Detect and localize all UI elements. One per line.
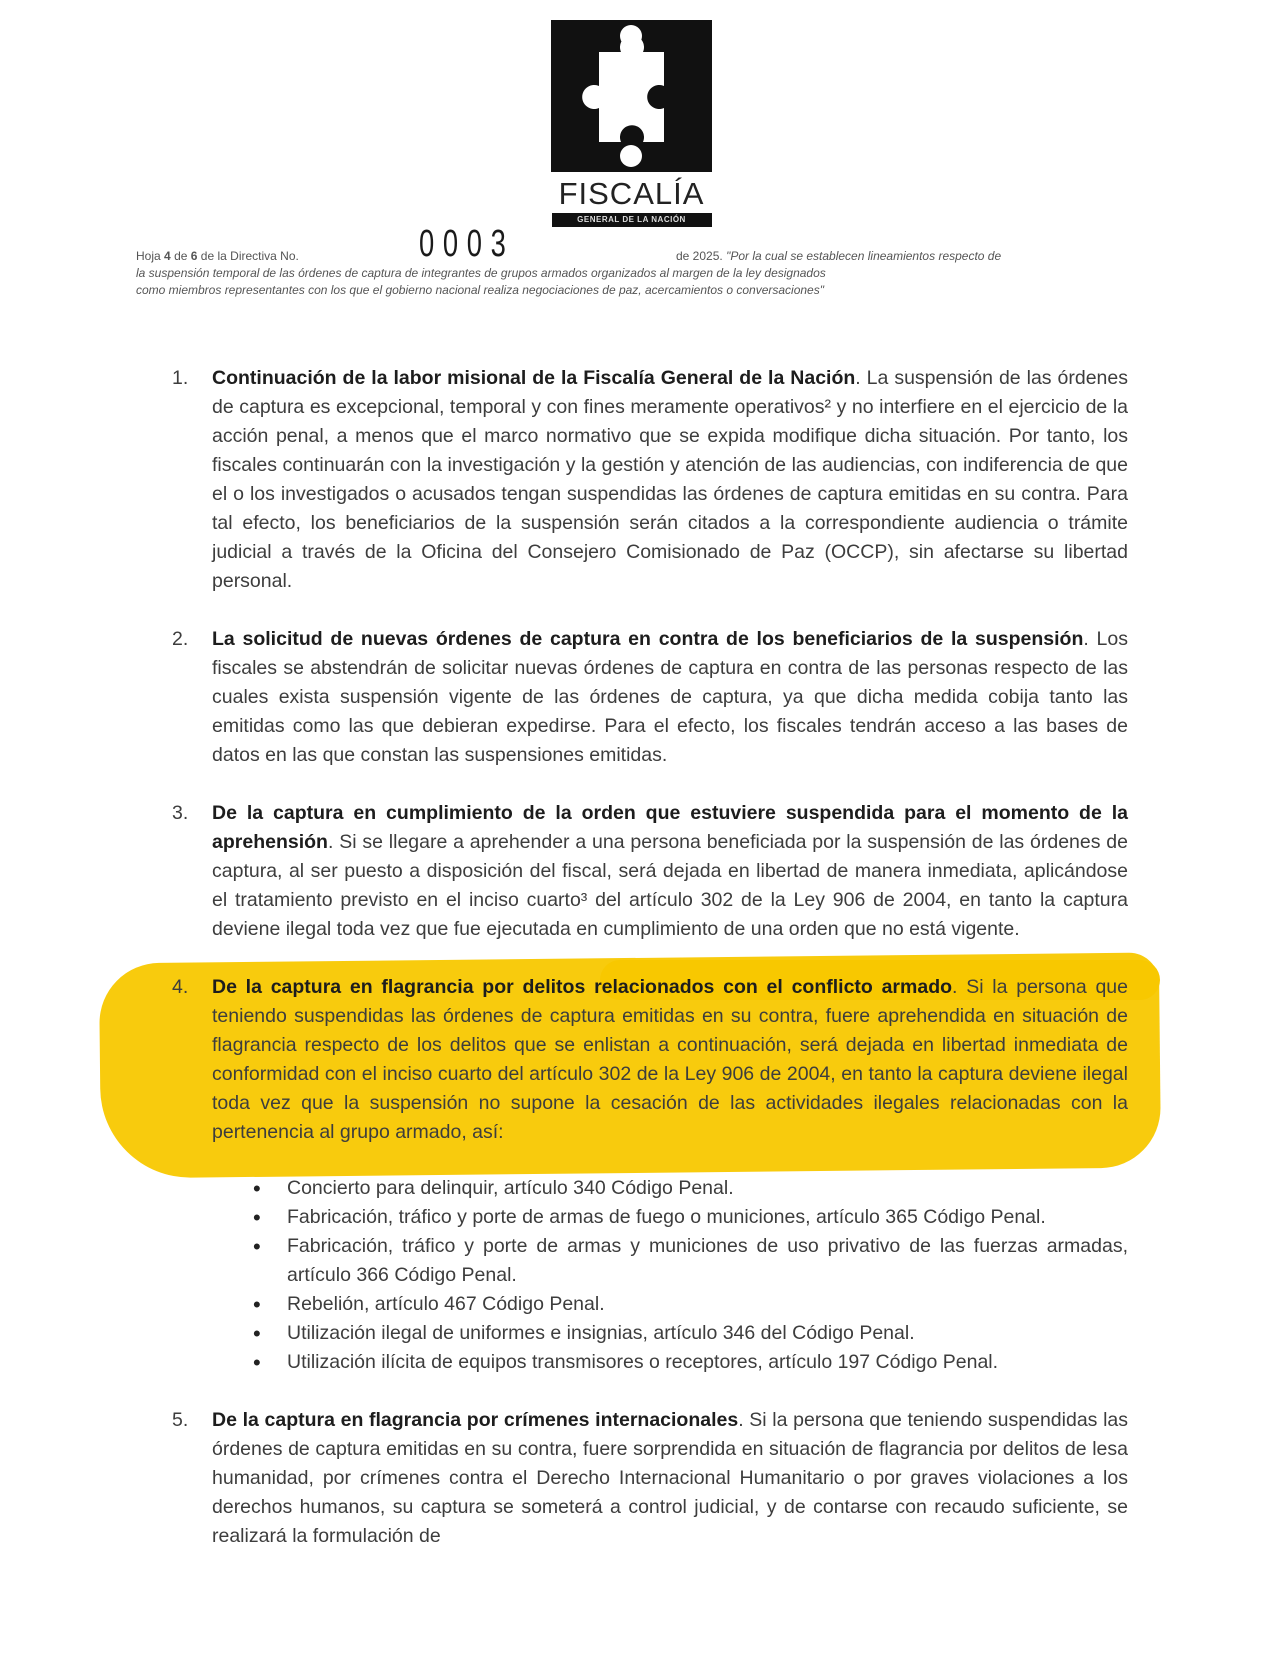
item-body: . Si la persona que teniendo suspendidas las órdenes de captura emitidas en su contra, fuere sorprendida en situación de flagrancia por delitos de lesa humanidad, por crímenes contra el Derecho Internacional Humanitario o por graves violaciones a los derechos humanos, su captura se someterá a control judicial, y de contarse con recaudo suficiente, se realizará la formulación de xyxy=(212,1409,1129,1547)
item-body: . Si se llegare a aprehender a una persona beneficiada por la suspensión de las órdenes de captura, al ser puesto a disposición del fiscal, será dejada en libertad de manera inmediata, aplicándose el tratamiento previsto en el inciso cuarto³ del artículo 302 de la Ley 906 de 2004, en tanto la captura deviene ilegal toda vez que fue ejecutada en cumplimiento de una orden que no está vigente. xyxy=(212,831,1128,940)
logo-name: FISCALÍA xyxy=(558,176,705,211)
header-title-line1: de 2025. "Por la cual se establecen lineamientos respecto de xyxy=(676,249,1002,263)
item-title: La solicitud de nuevas órdenes de captura en contra de los beneficiarios de la suspensión xyxy=(212,628,1084,650)
header-title-line2: la suspensión temporal de las órdenes de captura de integrantes de grupos armados organizados al margen de la ley designados xyxy=(136,266,826,280)
item-5: 5. De la captura en flagrancia por crímenes internacionales. Si la persona que teniendo suspendidas las órdenes de captura emitidas en su contra, fuere sorprendida en situación de flagrancia por delitos de lesa humanidad, por crímenes contra el Derecho Internacional Humanitario o por graves violaciones a los derechos humanos, su captura se someterá a control judicial, y de contarse con recaudo suficiente, se realizará la formulación de xyxy=(172,1409,1129,1547)
item-1: 1. Continuación de la labor misional de la Fiscalía General de la Nación. La suspensión de las órdenes de captura es excepcional, temporal y con fines meramente operativos² y no interfiere en el ejercicio de la acción penal, a menos que el marco normativo que se expida modifique dicha situación. Por tanto, los fiscales continuarán con la investigación y la gestión y atención de las audiencias, con indiferencia de que el o los investigados o acusados tengan suspendidas las órdenes de captura emitidas en su contra. Para tal efecto, los beneficiarios de la suspensión serán citados a la correspondiente audiencia o trámite judicial a través de la Oficina del Consejero Comisionado de Paz (OCCP), sin afectarse su libertad personal. xyxy=(172,367,1128,592)
logo-subtitle: GENERAL DE LA NACIÓN xyxy=(552,213,712,227)
list-item: • Utilización ilícita de equipos transmisores o receptores, artículo 197 Código Penal. xyxy=(287,1348,1128,1377)
list-item: • Rebelión, artículo 467 Código Penal. xyxy=(287,1290,1128,1319)
list-item: • Utilización ilegal de uniformes e insignias, artículo 346 del Código Penal. xyxy=(287,1319,1128,1348)
item-body: . La suspensión de las órdenes de captura es excepcional, temporal y con fines meramente operativos² y no interfiere en el ejercicio de la acción penal, a menos que el marco normativo que se expida modifique dicha situación. Por tanto, los fiscales continuarán con la investigación y la gestión y atención de las audiencias, con indiferencia de que el o los investigados o acusados tengan suspendidas las órdenes de captura emitidas en su contra. Para tal efecto, los beneficiarios de la suspensión serán citados a la correspondiente audiencia o trámite judicial a través de la Oficina del Consejero Comisionado de Paz (OCCP), sin afectarse su libertad personal. xyxy=(212,367,1128,592)
item-body: . Si la persona que teniendo suspendidas las órdenes de captura emitidas en su contra, fuere aprehendida en situación de flagrancia respecto de los delitos que se enlistan a continuación, será dejada en libertad inmediata de conformidad con el inciso cuarto del artículo 302 de la Ley 906 de 2004, en tanto la captura deviene ilegal toda vez que la suspensión no supone la cesación de las actividades ilegales relacionadas con la pertenencia al grupo armado, así: xyxy=(212,976,1128,1143)
list-item: • Concierto para delinquir, artículo 340 Código Penal. xyxy=(287,1174,1128,1203)
item-body: . Los fiscales se abstendrán de solicitar nuevas órdenes de captura en contra de las personas respecto de las cuales exista suspensión vigente de las órdenes de captura, ya que dicha medida cobija tanto las emitidas como las que debieran expedirse. Para el efecto, los fiscales tendrán acceso a las bases de datos en las que constan las suspensiones emitidas. xyxy=(212,628,1128,766)
item-title: De la captura en cumplimiento de la orden que estuviere suspendida para el momento de la aprehensión xyxy=(212,802,1128,853)
item-3: 3. De la captura en cumplimiento de la orden que estuviere suspendida para el momento de la aprehensión. Si se llegare a aprehender a una persona beneficiada por la suspensión de las órdenes de captura, al ser puesto a disposición del fiscal, será dejada en libertad de manera inmediata, aplicándose el tratamiento previsto en el inciso cuarto³ del artículo 302 de la Ley 906 de 2004, en tanto la captura deviene ilegal toda vez que fue ejecutada en cumplimiento de una orden que no está vigente. xyxy=(172,802,1128,940)
directive-items xyxy=(172,364,1128,1580)
fiscalia-logo xyxy=(551,20,712,227)
item-title: De la captura en flagrancia por crímenes internacionales xyxy=(212,1409,739,1431)
item-title: De la captura en flagrancia por delitos relacionados con el conflicto armado xyxy=(212,976,953,998)
document-header xyxy=(136,223,1128,299)
item-4: 4. De la captura en flagrancia por delitos relacionados con el conflicto armado. Si la persona que teniendo suspendidas las órdenes de captura emitidas en su contra, fuere aprehendida en situación de flagrancia respecto de los delitos que se enlistan a continuación, será dejada en libertad inmediata de conformidad con el inciso cuarto del artículo 302 de la Ley 906 de 2004, en tanto la captura deviene ilegal toda vez que la suspensión no supone la cesación de las actividades ilegales relacionadas con la pertenencia al grupo armado, así: • Concierto para delinquir, artículo 340 Código Penal. • Fabricación, tráfico y porte de armas de fuego o municiones, artículo 365 Código Penal. • Fabricación, tráfico y porte de armas y municiones de uso privativo de las fuerzas armadas, artículo 366 Código Penal. • Rebelión, artículo 467 Código Penal. • Utilización ilegal de uniformes e insignias, artículo 346 del Código Penal. • Utilización ilícita de equipos transmisores o receptores, artículo 197 Código Penal. xyxy=(172,973,1128,1377)
header-title-line3: como miembros representantes con los que el gobierno nacional realiza negociaciones de paz, acercamientos o conversaciones" xyxy=(136,283,824,297)
crime-list xyxy=(212,1174,1128,1377)
list-item: • Fabricación, tráfico y porte de armas y municiones de uso privativo de las fuerzas armadas, artículo 366 Código Penal. xyxy=(287,1232,1128,1290)
puzzle-piece-icon xyxy=(551,20,712,172)
page-info: Hoja 4 de 6 de la Directiva No. xyxy=(136,249,299,263)
list-item: • Fabricación, tráfico y porte de armas de fuego o municiones, artículo 365 Código Penal. xyxy=(287,1203,1128,1232)
directive-number: 0003 xyxy=(419,223,515,265)
item-2: 2. La solicitud de nuevas órdenes de captura en contra de los beneficiarios de la suspensión. Los fiscales se abstendrán de solicitar nuevas órdenes de captura en contra de las personas respecto de las cuales exista suspensión vigente de las órdenes de captura, ya que dicha medida cobija tanto las emitidas como las que debieran expedirse. Para el efecto, los fiscales tendrán acceso a las bases de datos en las que constan las suspensiones emitidas. xyxy=(172,628,1128,766)
item-title: Continuación de la labor misional de la Fiscalía General de la Nación xyxy=(212,367,856,389)
